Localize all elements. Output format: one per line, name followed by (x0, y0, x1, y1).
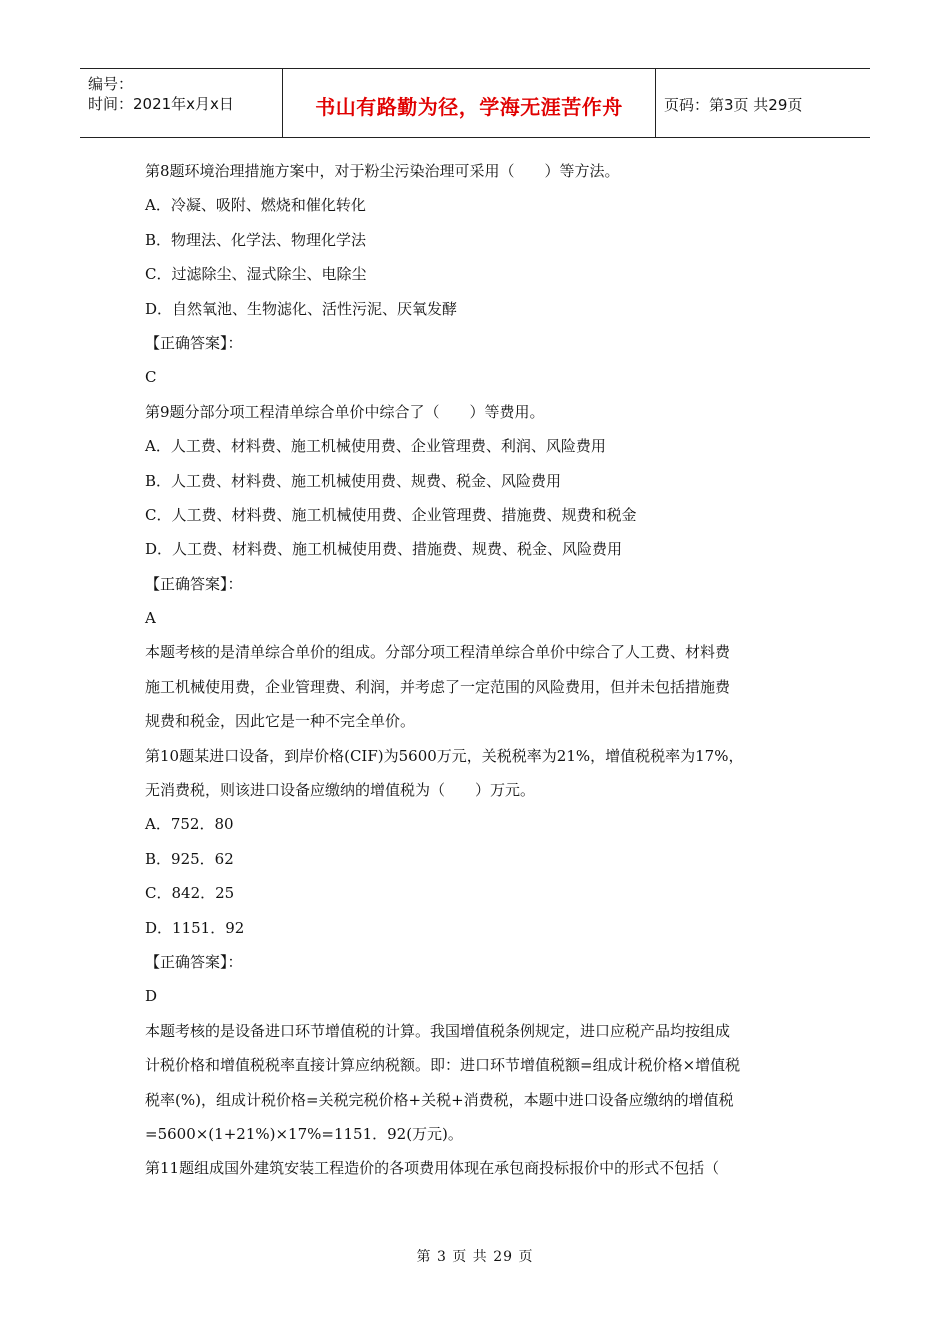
page-info: 页码：第3页 共29页 (664, 96, 803, 114)
answer-label: 【正确答案】： (145, 333, 243, 352)
header-meta (80, 69, 280, 137)
question-8-stem: 第8题环境治理措施方案中，对于粉尘污染治理可采用（ ）等方法。 (145, 162, 620, 180)
question-9-stem: 第9题分部分项工程清单综合单价中综合了（ ）等费用。 (145, 402, 545, 421)
q8-answer: C (145, 368, 157, 387)
motto: 书山有路勤为径，学海无涯苦作舟 (315, 95, 623, 119)
q9-explanation-line: 本题考核的是清单综合单价的组成。分部分项工程清单综合单价中综合了人工费、材料费 (145, 643, 731, 662)
q10-option-b: B．925．62 (145, 849, 234, 868)
date-line: 时间：2021年x月x日 (88, 95, 234, 113)
q9-option-a: A．人工费、材料费、施工机械使用费、企业管理费、利润、风险费用 (145, 437, 606, 456)
q8-option-d: D．自然氧池、生物滤化、活性污泥、厌氧发酵 (145, 299, 458, 318)
q10-explanation-line: 计税价格和增值税税率直接计算应纳税额。即：进口环节增值税额=组成计税价格×增值税 (145, 1056, 741, 1075)
q10-option-c: C．842．25 (145, 884, 235, 903)
answer-label: 【正确答案】： (145, 952, 243, 971)
header-motto-cell (282, 69, 656, 137)
q9-option-c: C．人工费、材料费、施工机械使用费、企业管理费、措施费、规费和税金 (145, 505, 637, 524)
document-body (145, 154, 815, 1186)
q10-option-d: D．1151．92 (145, 918, 245, 937)
q8-option-c: C．过滤除尘、湿式除尘、电除尘 (145, 265, 367, 284)
q9-answer: A (145, 609, 156, 628)
q9-explanation-line: 规费和税金，因此它是一种不完全单价。 (145, 712, 416, 731)
answer-label: 【正确答案】： (145, 574, 243, 593)
code-label: 编号： (88, 75, 134, 93)
header-page-cell (656, 69, 870, 137)
q8-option-a: A．冷凝、吸附、燃烧和催化转化 (145, 196, 366, 215)
q9-option-b: B．人工费、材料费、施工机械使用费、规费、税金、风险费用 (145, 471, 562, 490)
q10-explanation-line: 本题考核的是设备进口环节增值税的计算。我国增值税条例规定，进口应税产品均按组成 (145, 1021, 731, 1040)
q9-explanation-line: 施工机械使用费，企业管理费、利润，并考虑了一定范围的风险费用，但并未包括措施费 (145, 677, 731, 696)
question-10-stem-cont: 无消费税，则该进口设备应缴纳的增值税为（ ）万元。 (145, 781, 536, 800)
page-footer: 第 3 页 共 29 页 (416, 1249, 534, 1265)
q10-answer: D (145, 987, 158, 1006)
q10-explanation-line: 税率(%)，组成计税价格=关税完税价格+关税+消费税，本题中进口设备应缴纳的增值税 (145, 1090, 734, 1109)
question-11-stem: 第11题组成国外建筑安装工程造价的各项费用体现在承包商投标报价中的形式不包括（ (145, 1159, 720, 1178)
page-header (80, 68, 870, 138)
q8-option-b: B．物理法、化学法、物理化学法 (145, 230, 367, 249)
q9-option-d: D．人工费、材料费、施工机械使用费、措施费、规费、税金、风险费用 (145, 540, 623, 559)
question-10-stem: 第10题某进口设备，到岸价格(CIF)为5600万元，关税税率为21%，增值税税率为17%， (145, 746, 744, 765)
q10-explanation-line: =5600×(1+21%)×17%=1151．92(万元)。 (145, 1124, 463, 1143)
q10-option-a: A．752．80 (145, 815, 234, 834)
